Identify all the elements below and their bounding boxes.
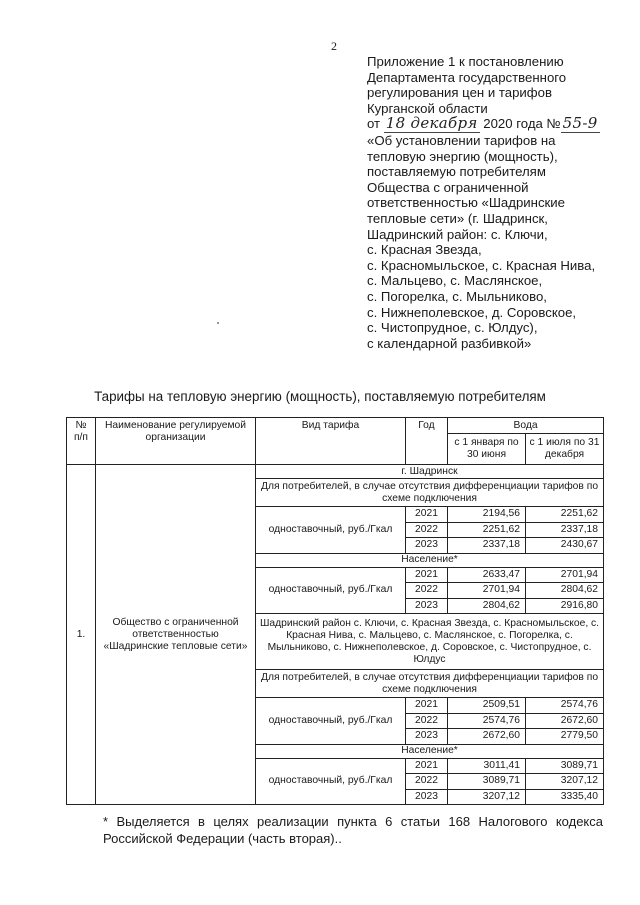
footnote bbox=[103, 813, 603, 847]
tariff-value-h1: 2337,18 bbox=[448, 538, 526, 554]
tariff-value-h1: 3011,41 bbox=[448, 758, 526, 774]
tariff-value-h1: 2509,51 bbox=[448, 698, 526, 714]
year-cell: 2023 bbox=[406, 538, 448, 554]
row-number: 1. bbox=[67, 465, 96, 805]
footnote-line-1: * Выделяется в целях реализации пункта 6 статьи 168 Налогового кодекса bbox=[103, 814, 603, 829]
appendix-line: поставляемую потребителям bbox=[367, 164, 546, 180]
tariff-type-cell: одноставочный, руб./Гкал bbox=[256, 507, 406, 554]
tariff-type-cell: одноставочный, руб./Гкал bbox=[256, 567, 406, 614]
tariff-value-h2: 3335,40 bbox=[526, 789, 604, 805]
year-cell: 2022 bbox=[406, 583, 448, 599]
appendix-line: тепловую энергию (мощность), bbox=[367, 148, 558, 164]
tariff-value-h1: 2251,62 bbox=[448, 522, 526, 538]
appendix-line: Приложение 1 к постановлению bbox=[367, 54, 564, 69]
organization-name: Общество с ограниченной ответственностью «Шадринские тепловые сети» bbox=[96, 465, 256, 805]
handwritten-number: 55-9 bbox=[562, 114, 598, 133]
tariff-value-h2: 2337,18 bbox=[526, 522, 604, 538]
tariff-value-h2: 2574,76 bbox=[526, 698, 604, 714]
year-cell: 2023 bbox=[406, 789, 448, 805]
year-cell: 2021 bbox=[406, 507, 448, 523]
scan-speck bbox=[217, 322, 219, 324]
tariff-value-h1: 2633,47 bbox=[448, 567, 526, 583]
year-cell: 2022 bbox=[406, 774, 448, 790]
appendix-line: Шадринский район: с. Ключи, bbox=[367, 226, 548, 242]
header-tariff-type: Вид тарифа bbox=[256, 418, 406, 465]
year-cell: 2021 bbox=[406, 758, 448, 774]
header-organization: Наименование регулируемой организации bbox=[96, 418, 256, 465]
footnote-line-2: Российской Федерации (часть вторая).. bbox=[103, 831, 342, 846]
tariff-value-h1: 3207,12 bbox=[448, 789, 526, 805]
tariff-value-h1: 2574,76 bbox=[448, 713, 526, 729]
year-cell: 2022 bbox=[406, 713, 448, 729]
header-period-2: с 1 июля по 31 декабря bbox=[526, 434, 604, 465]
date-year: 2020 года № bbox=[483, 116, 561, 132]
header-period-1: с 1 января по 30 июня bbox=[448, 434, 526, 465]
tariff-value-h2: 2804,62 bbox=[526, 583, 604, 599]
year-cell: 2021 bbox=[406, 567, 448, 583]
year-cell: 2021 bbox=[406, 698, 448, 714]
appendix-date-line bbox=[367, 116, 617, 133]
appendix-line: Департамента государственного bbox=[367, 69, 567, 85]
appendix-block bbox=[367, 54, 617, 351]
tariff-value-h2: 2779,50 bbox=[526, 729, 604, 745]
tariff-type-cell: одноставочный, руб./Гкал bbox=[256, 758, 406, 805]
appendix-line: с. Погорелка, с. Мыльниково, bbox=[367, 288, 547, 304]
appendix-line: с. Красномыльское, с. Красная Нива, bbox=[367, 257, 596, 273]
section-place: Шадринский район с. Ключи, с. Красная Звезда, с. Красномыльское, с. Красная Нива, с. Мальцево, с. Маслянское, с. Погорелка, с. Мыльниково, с. Нижнеполевское, д. Соровское, с. Чистопрудное, с. Юлдус bbox=[256, 614, 604, 670]
tariff-value-h2: 2672,60 bbox=[526, 713, 604, 729]
tariff-type-cell: одноставочный, руб./Гкал bbox=[256, 698, 406, 745]
tariff-value-h2: 3207,12 bbox=[526, 774, 604, 790]
tariff-value-h1: 2701,94 bbox=[448, 583, 526, 599]
appendix-line: с. Мальцево, с. Маслянское, bbox=[367, 273, 543, 289]
appendix-line: Курганской области bbox=[367, 100, 488, 116]
handwritten-date: 18 декабря bbox=[385, 114, 478, 133]
appendix-line: с. Красная Звезда, bbox=[367, 242, 482, 258]
tariff-value-h2: 3089,71 bbox=[526, 758, 604, 774]
appendix-line: с. Чистопрудное, с. Юлдус), bbox=[367, 320, 538, 336]
tariff-value-h2: 2701,94 bbox=[526, 567, 604, 583]
group-label: Для потребителей, в случае отсутствия дифференциации тарифов по схеме подключения bbox=[256, 479, 604, 507]
appendix-line: ответственностью «Шадринские bbox=[367, 195, 566, 211]
header-num: № п/п bbox=[67, 418, 96, 465]
appendix-line: Общества с ограниченной bbox=[367, 179, 529, 195]
group-label: Население* bbox=[256, 744, 604, 758]
tariff-value-h1: 3089,71 bbox=[448, 774, 526, 790]
appendix-line: тепловые сети» (г. Шадринск, bbox=[367, 210, 548, 226]
group-label: Для потребителей, в случае отсутствия дифференциации тарифов по схеме подключения bbox=[256, 670, 604, 698]
tariff-value-h2: 2430,67 bbox=[526, 538, 604, 554]
appendix-line: регулирования цен и тарифов bbox=[367, 85, 552, 101]
tariff-value-h1: 2672,60 bbox=[448, 729, 526, 745]
appendix-line: с. Нижнеполевское, д. Соровское, bbox=[367, 304, 577, 320]
tariff-value-h2: 2916,80 bbox=[526, 598, 604, 614]
year-cell: 2023 bbox=[406, 598, 448, 614]
tariff-table bbox=[66, 417, 604, 805]
tariff-value-h1: 2804,62 bbox=[448, 598, 526, 614]
group-label: Население* bbox=[256, 553, 604, 567]
header-water: Вода bbox=[448, 418, 604, 434]
header-year: Год bbox=[406, 418, 448, 465]
tariff-value-h2: 2251,62 bbox=[526, 507, 604, 523]
section-place: г. Шадринск bbox=[256, 465, 604, 479]
year-cell: 2023 bbox=[406, 729, 448, 745]
date-prefix: от bbox=[367, 116, 381, 132]
tariff-value-h1: 2194,56 bbox=[448, 507, 526, 523]
table-title: Тарифы на тепловую энергию (мощность), поставляемую потребителям bbox=[94, 389, 546, 404]
appendix-line: «Об установлении тарифов на bbox=[367, 132, 556, 148]
year-cell: 2022 bbox=[406, 522, 448, 538]
appendix-line: с календарной разбивкой» bbox=[367, 335, 532, 351]
page-number: 2 bbox=[331, 39, 337, 53]
